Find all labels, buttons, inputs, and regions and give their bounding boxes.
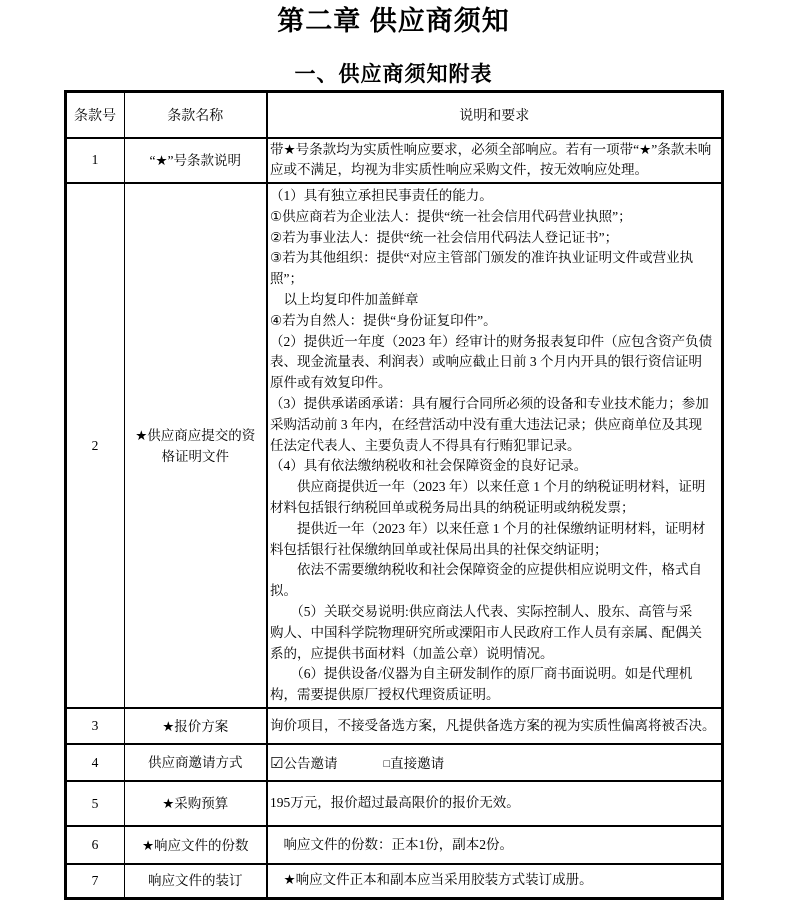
clause-no: 6 [65,826,124,864]
desc-line: （5）关联交易说明:供应商法人代表、实际控制人、股东、高管与采 [270,604,693,620]
table-row-7 [65,864,722,898]
option-public-announcement [270,752,337,773]
desc-line: 原件或有效复印件。 [270,375,392,391]
desc-line: 195万元，报价超过最高限价的报价无效。 [270,795,520,811]
desc-line: 以上均复印件加盖鲜章 [270,292,419,308]
desc-line: （4）具有依法缴纳税收和社会保障资金的良好记录。 [270,458,588,474]
desc-line: 应或不满足，均视为非实质性响应采购文件，按无效响应处理。 [270,162,648,178]
desc-line: ★响应文件正本和副本应当采用胶装方式装订成册。 [270,872,593,888]
clause-name: ★报价方案 [124,708,267,744]
clause-name: ★响应文件的份数 [124,826,267,864]
clause-name: ★采购预算 [124,781,267,826]
desc-line: 带★号条款均为实质性响应要求，必须全部响应。若有一项带“★”条款未响 [270,141,712,157]
clause-desc [267,826,722,864]
clause-no: 1 [65,138,124,184]
clause-desc [267,864,722,898]
clause-name: 供应商邀请方式 [124,744,267,781]
desc-line: ③若为其他组织：提供“对应主管部门颁发的准许执业证明文件或营业执 [270,250,694,266]
desc-line: 购人、中国科学院物理研究所或溧阳市人民政府工作人员有亲属、配偶关 [270,624,702,640]
option-label: 直接邀请 [390,756,445,772]
table-row-3 [65,708,722,744]
header-clause-name: 条款名称 [124,92,267,138]
desc-line: 料包括银行社保缴纳回单或社保局出具的社保交纳证明； [270,541,608,557]
desc-line: （1）具有独立承担民事责任的能力。 [270,188,493,204]
desc-line: 系的，应提供书面材料（加盖公章）说明情况。 [270,645,554,661]
table-row-6 [65,826,722,864]
desc-line: （6）提供设备/仪器为自主研发制作的原厂商书面说明。如是代理机 [270,666,693,682]
desc-line: 响应文件的份数：正本1份，副本2份。 [270,836,513,852]
section-subtitle: 一、供应商须知附表 [294,63,493,86]
clause-no: 7 [65,864,124,898]
page-title: 第二章 供应商须知 [277,6,510,36]
invitation-options [267,744,722,781]
clause-desc [267,138,722,184]
desc-line: 材料包括银行纳税回单或税务局出具的纳税证明或纳税发票； [270,500,635,516]
checkbox-checked-icon: ☑ [270,756,284,773]
clause-desc [267,708,722,744]
desc-line: 照”； [270,271,303,287]
header-clause-no: 条款号 [65,92,124,138]
table-header-row [65,92,722,138]
desc-line: 供应商提供近一年（2023 年）以来任意 1 个月的纳税证明材料，证明 [270,479,706,495]
desc-line: （3）提供承诺函承诺：具有履行合同所必须的设备和专业技术能力；参加 [270,396,709,412]
clause-no: 3 [65,708,124,744]
desc-line: ④若为自然人：提供“身份证复印件”。 [270,312,497,328]
clause-no: 4 [65,744,124,781]
desc-line: ②若为事业法人：提供“统一社会信用代码法人登记证书”； [270,229,619,245]
desc-line: 采购活动前 3 年内，在经营活动中没有重大违法记录；供应商单位及其现 [270,416,702,432]
table-row-4 [65,744,722,781]
clause-no: 5 [65,781,124,826]
clause-desc [267,183,722,708]
desc-line: （2）提供近一年度（2023 年）经审计的财务报表复印件（应包含资产负债 [270,333,713,349]
desc-line: ①供应商若为企业法人：提供“统一社会信用代码营业执照”； [270,208,632,224]
header-description: 说明和要求 [267,92,722,138]
table-row-1 [65,138,722,184]
desc-line: 提供近一年（2023 年）以来任意 1 个月的社保缴纳证明材料，证明材 [270,520,706,536]
desc-line: 任法定代表人、主要负责人不得具有行贿犯罪记录。 [270,437,581,453]
checkbox-unchecked-icon: □ [383,758,391,771]
supplier-notice-table [64,90,724,900]
desc-line: 依法不需要缴纳税收和社会保障资金的应提供相应说明文件，格式自 [270,562,702,578]
desc-line: 询价项目，不接受备选方案，凡提供备选方案的视为实质性偏离将被否决。 [270,717,716,733]
desc-line: 表、现金流量表、利润表）或响应截止日前 3 个月内开具的银行资信证明 [270,354,702,370]
clause-desc [267,781,722,826]
clause-no: 2 [65,183,124,708]
document-page [0,5,787,900]
clause-name: 响应文件的装订 [124,864,267,898]
clause-name: ★供应商应提交的资格证明文件 [124,183,267,708]
desc-line: 拟。 [270,583,297,599]
desc-line: 构，需要提供原厂授权代理资质证明。 [270,687,500,703]
table-row-5 [65,781,722,826]
clause-name: “★”号条款说明 [124,138,267,184]
table-row-2 [65,183,722,708]
option-direct-invitation [383,752,444,772]
option-label: 公告邀请 [283,756,338,772]
